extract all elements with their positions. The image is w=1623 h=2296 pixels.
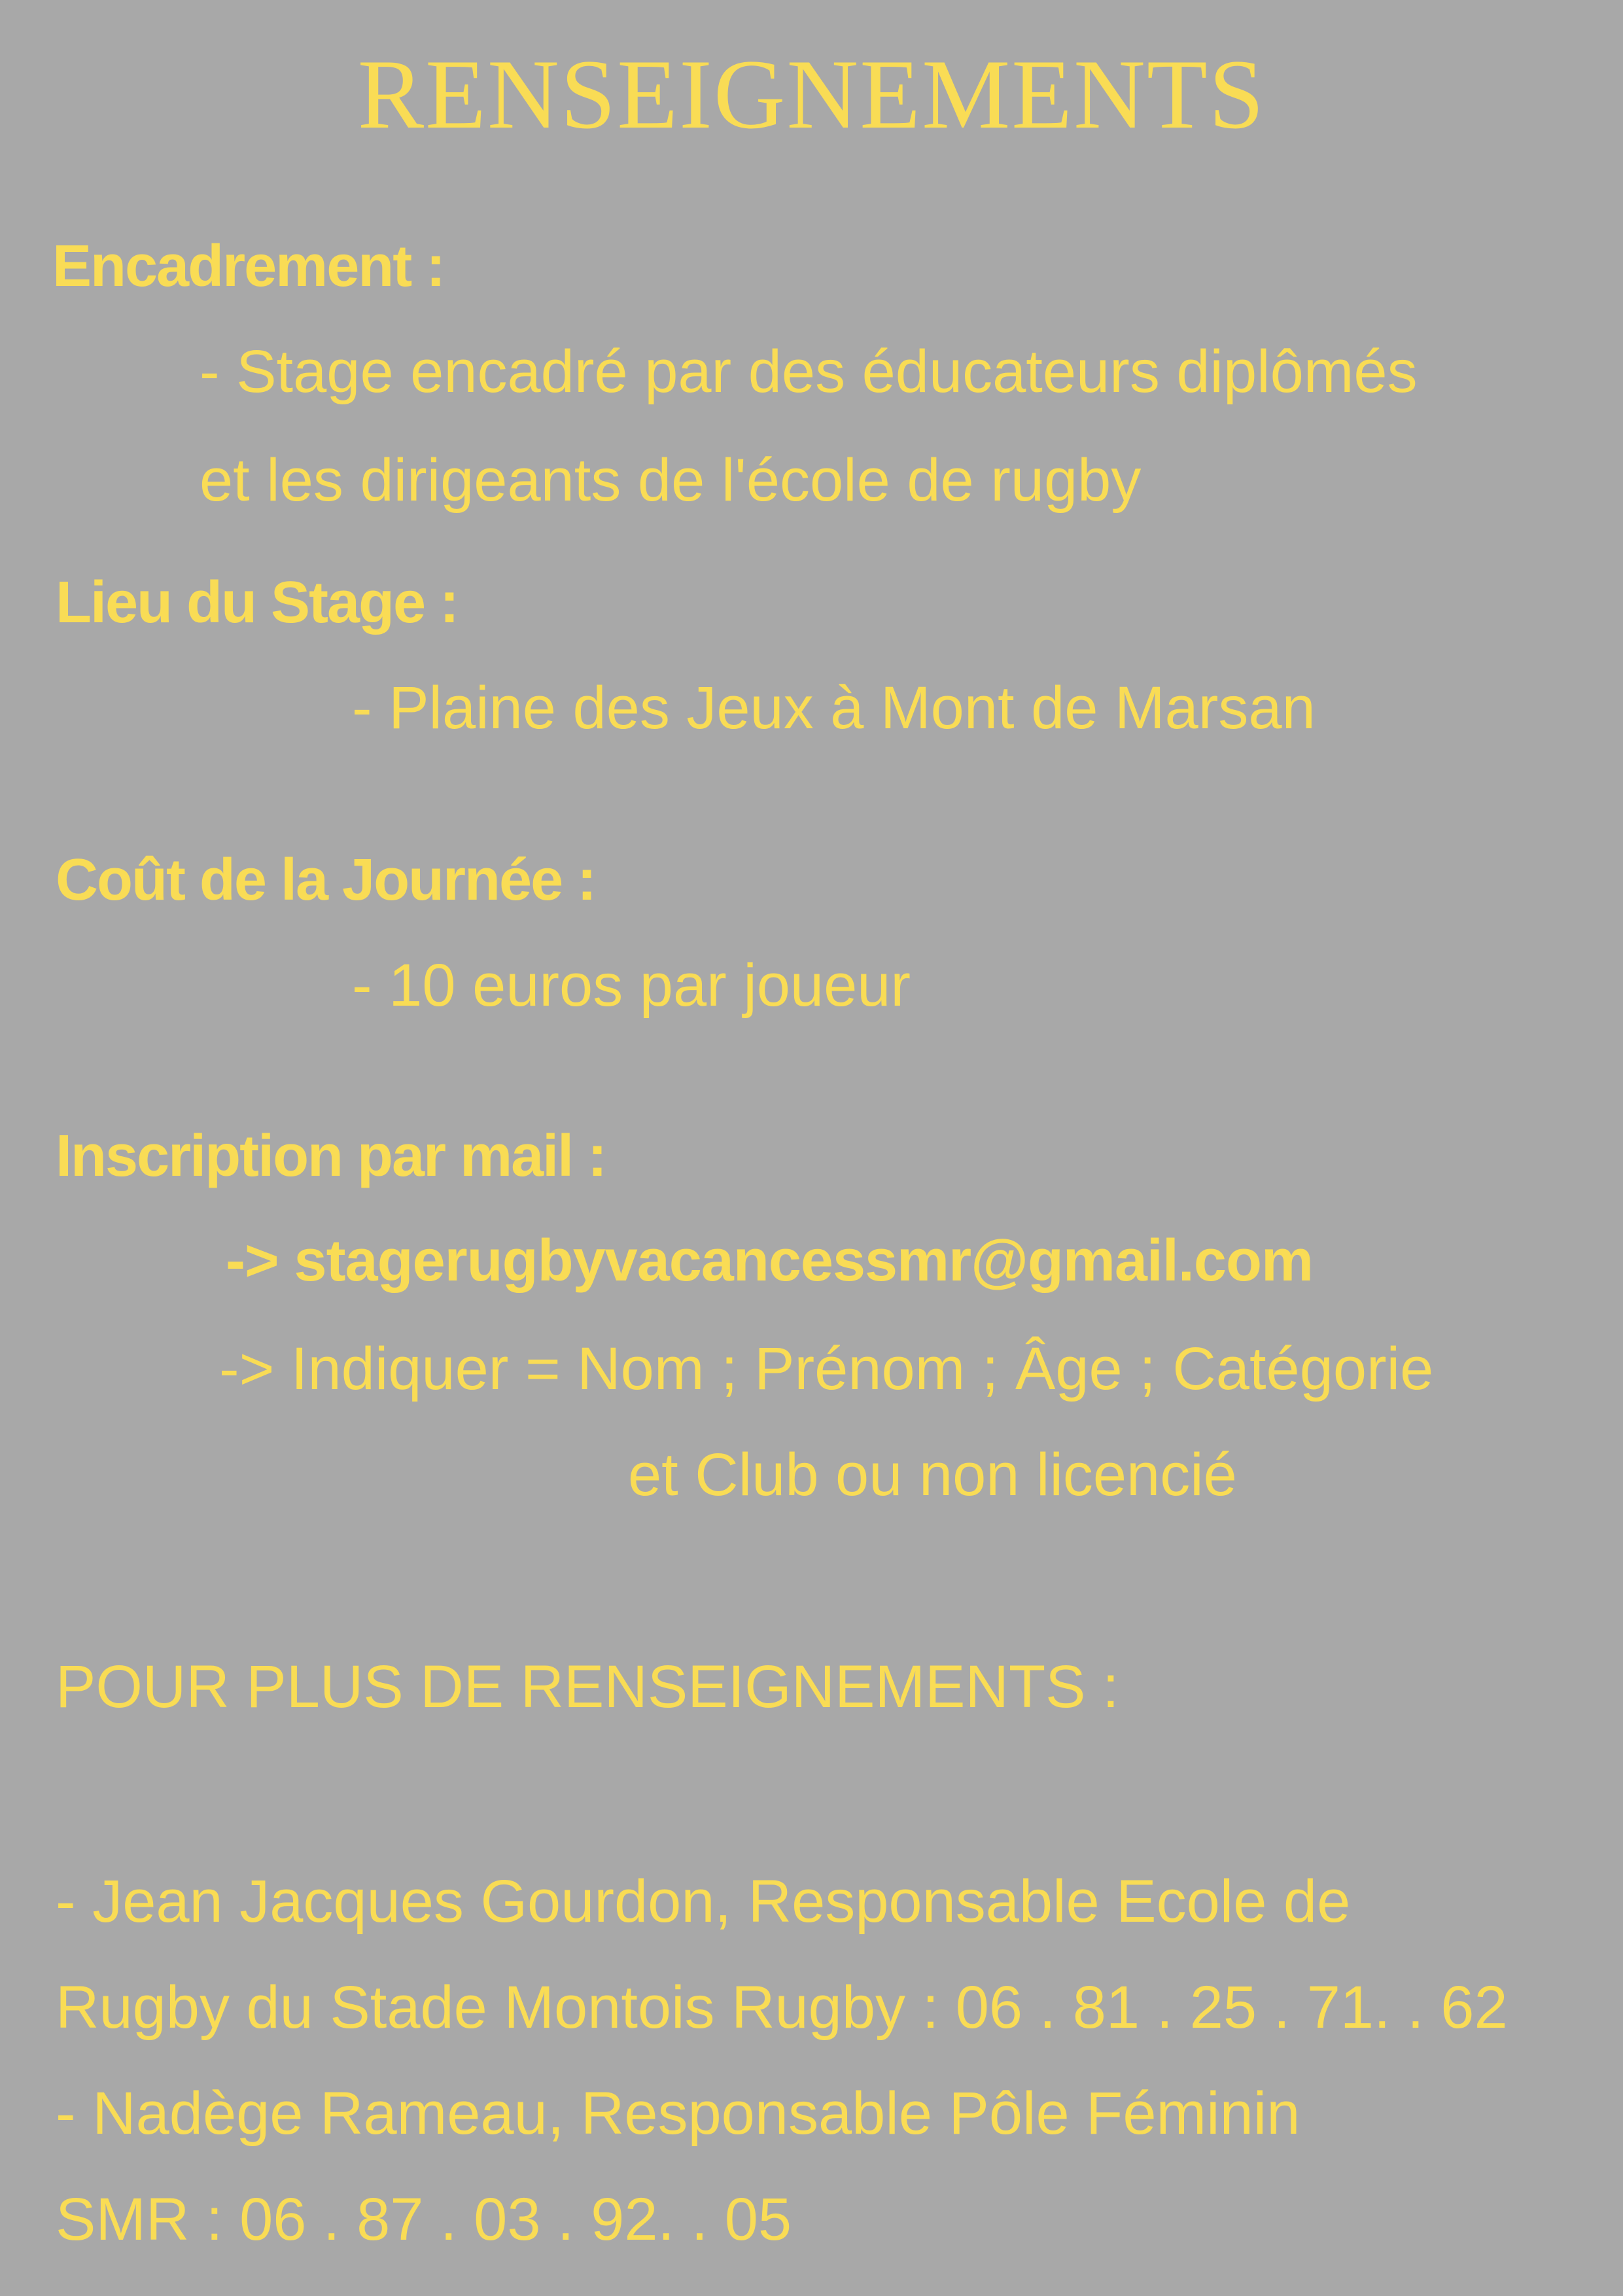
contact-1-line-1: - Jean Jacques Gourdon, Responsable Ecole de bbox=[56, 1868, 1351, 1935]
lieu-line-1: - Plaine des Jeux à Mont de Marsan bbox=[352, 675, 1316, 741]
page-title: RENSEIGNEMENTS bbox=[357, 39, 1266, 149]
contact-2-line-1: - Nadège Rameau, Responsable Pôle Féminin bbox=[56, 2080, 1300, 2147]
lieu-heading: Lieu du Stage : bbox=[56, 570, 459, 635]
contact-1-line-2: Rugby du Stade Montois Rugby : 06 . 81 . 25 . 71. . 62 bbox=[56, 1974, 1508, 2041]
inscription-email-link[interactable]: -> stagerugbyvacancessmr@gmail.com bbox=[226, 1228, 1313, 1294]
inscription-indiquer: -> Indiquer = Nom ; Prénom ; Âge ; Catégorie bbox=[219, 1335, 1434, 1402]
encadrement-line-1: - Stage encadré par des éducateurs diplômés bbox=[200, 338, 1418, 405]
plus-heading: POUR PLUS DE RENSEIGNEMENTS : bbox=[56, 1653, 1119, 1720]
cout-line-1: - 10 euros par joueur bbox=[352, 952, 911, 1019]
cout-heading: Coût de la Journée : bbox=[56, 847, 596, 913]
contact-2-line-2: SMR : 06 . 87 . 03 . 92. . 05 bbox=[56, 2186, 792, 2253]
encadrement-line-2: et les dirigeants de l'école de rugby bbox=[200, 447, 1142, 514]
encadrement-heading: Encadrement : bbox=[52, 234, 445, 299]
inscription-heading: Inscription par mail : bbox=[56, 1123, 606, 1189]
inscription-indiquer-cont: et Club ou non licencié bbox=[628, 1441, 1237, 1508]
